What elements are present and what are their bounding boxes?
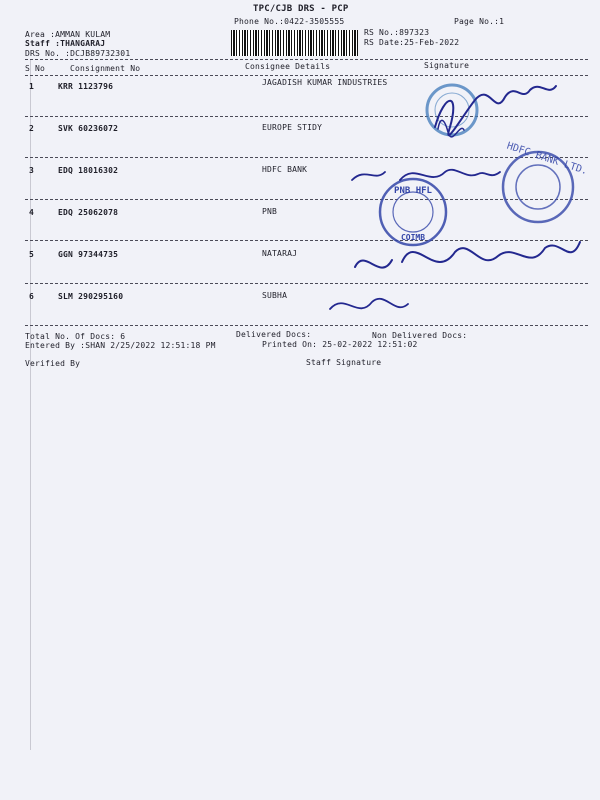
row-consignee: EUROPE STIDY	[262, 123, 323, 132]
delivered-docs: Delivered Docs:	[236, 330, 312, 339]
drs-number: DRS No. :DCJB89732301	[25, 49, 131, 58]
row-consignment-no: SVK 60236072	[58, 124, 119, 133]
row-consignment-no: SLM 290295160	[58, 292, 124, 301]
row-consignment-no: EDQ 25062078	[58, 208, 119, 217]
row-consignment-no: KRR 1123796	[58, 82, 114, 91]
area-label: Area :AMMAN KULAM	[25, 30, 111, 39]
handwritten-signature-row3	[352, 170, 500, 180]
pnb-stamp-text: PNB HFL	[394, 186, 432, 196]
signatures-and-stamps	[394, 72, 600, 332]
row-consignee: SUBHA	[262, 291, 288, 300]
col-header-signature: Signature	[424, 61, 470, 70]
entered-by: Entered By :SHAN 2/25/2022 12:51:18 PM	[25, 341, 216, 350]
verified-by-label: Verified By	[25, 359, 81, 368]
page-number: Page No.:1	[454, 17, 505, 26]
col-header-consignment: Consignment No	[70, 64, 141, 73]
phone-number: Phone No.:0422-3505555	[234, 17, 345, 26]
header-divider	[25, 59, 588, 60]
col-header-consignee: Consignee Details	[245, 62, 331, 71]
non-delivered-docs: Non Delivered Docs:	[372, 331, 468, 340]
sheet-title: TPC/CJB DRS - PCP	[253, 4, 349, 14]
total-docs: Total No. Of Docs: 6	[25, 332, 126, 341]
rs-date: RS Date:25-Feb-2022	[364, 38, 460, 47]
row-s-no: 3	[29, 166, 35, 175]
row-s-no: 5	[29, 250, 35, 259]
handwritten-signature-row5	[355, 242, 580, 268]
row-consignment-no: EDQ 18016302	[58, 166, 119, 175]
col-header-s-no: S No	[25, 64, 46, 73]
margin-fold-line	[30, 60, 31, 750]
row-consignee: PNB	[262, 207, 278, 216]
row-consignee: NATARAJ	[262, 249, 298, 258]
row-consignment-no: GGN 97344735	[58, 250, 119, 259]
row-s-no: 6	[29, 292, 35, 301]
hdfc-stamp-text: HDFC BANK LTD.	[505, 140, 589, 178]
row-s-no: 4	[29, 208, 35, 217]
row-s-no: 1	[29, 82, 35, 91]
rs-number: RS No.:897323	[364, 28, 430, 37]
printed-on: Printed On: 25-02-2022 12:51:02	[262, 340, 418, 349]
handwritten-signature-row6	[330, 299, 408, 309]
row-s-no: 2	[29, 124, 35, 133]
pnb-hfl-stamp	[380, 179, 446, 245]
staff-label: Staff :THANGARAJ	[25, 39, 106, 48]
staff-signature-label: Staff Signature	[306, 358, 382, 367]
barcode-graphic	[231, 30, 358, 56]
hdfc-bank-stamp	[503, 141, 589, 222]
pnb-stamp-city: COIMB	[400, 233, 426, 242]
row-consignee: HDFC BANK	[262, 165, 308, 174]
row-consignee: JAGADISH KUMAR INDUSTRIES	[262, 78, 388, 87]
